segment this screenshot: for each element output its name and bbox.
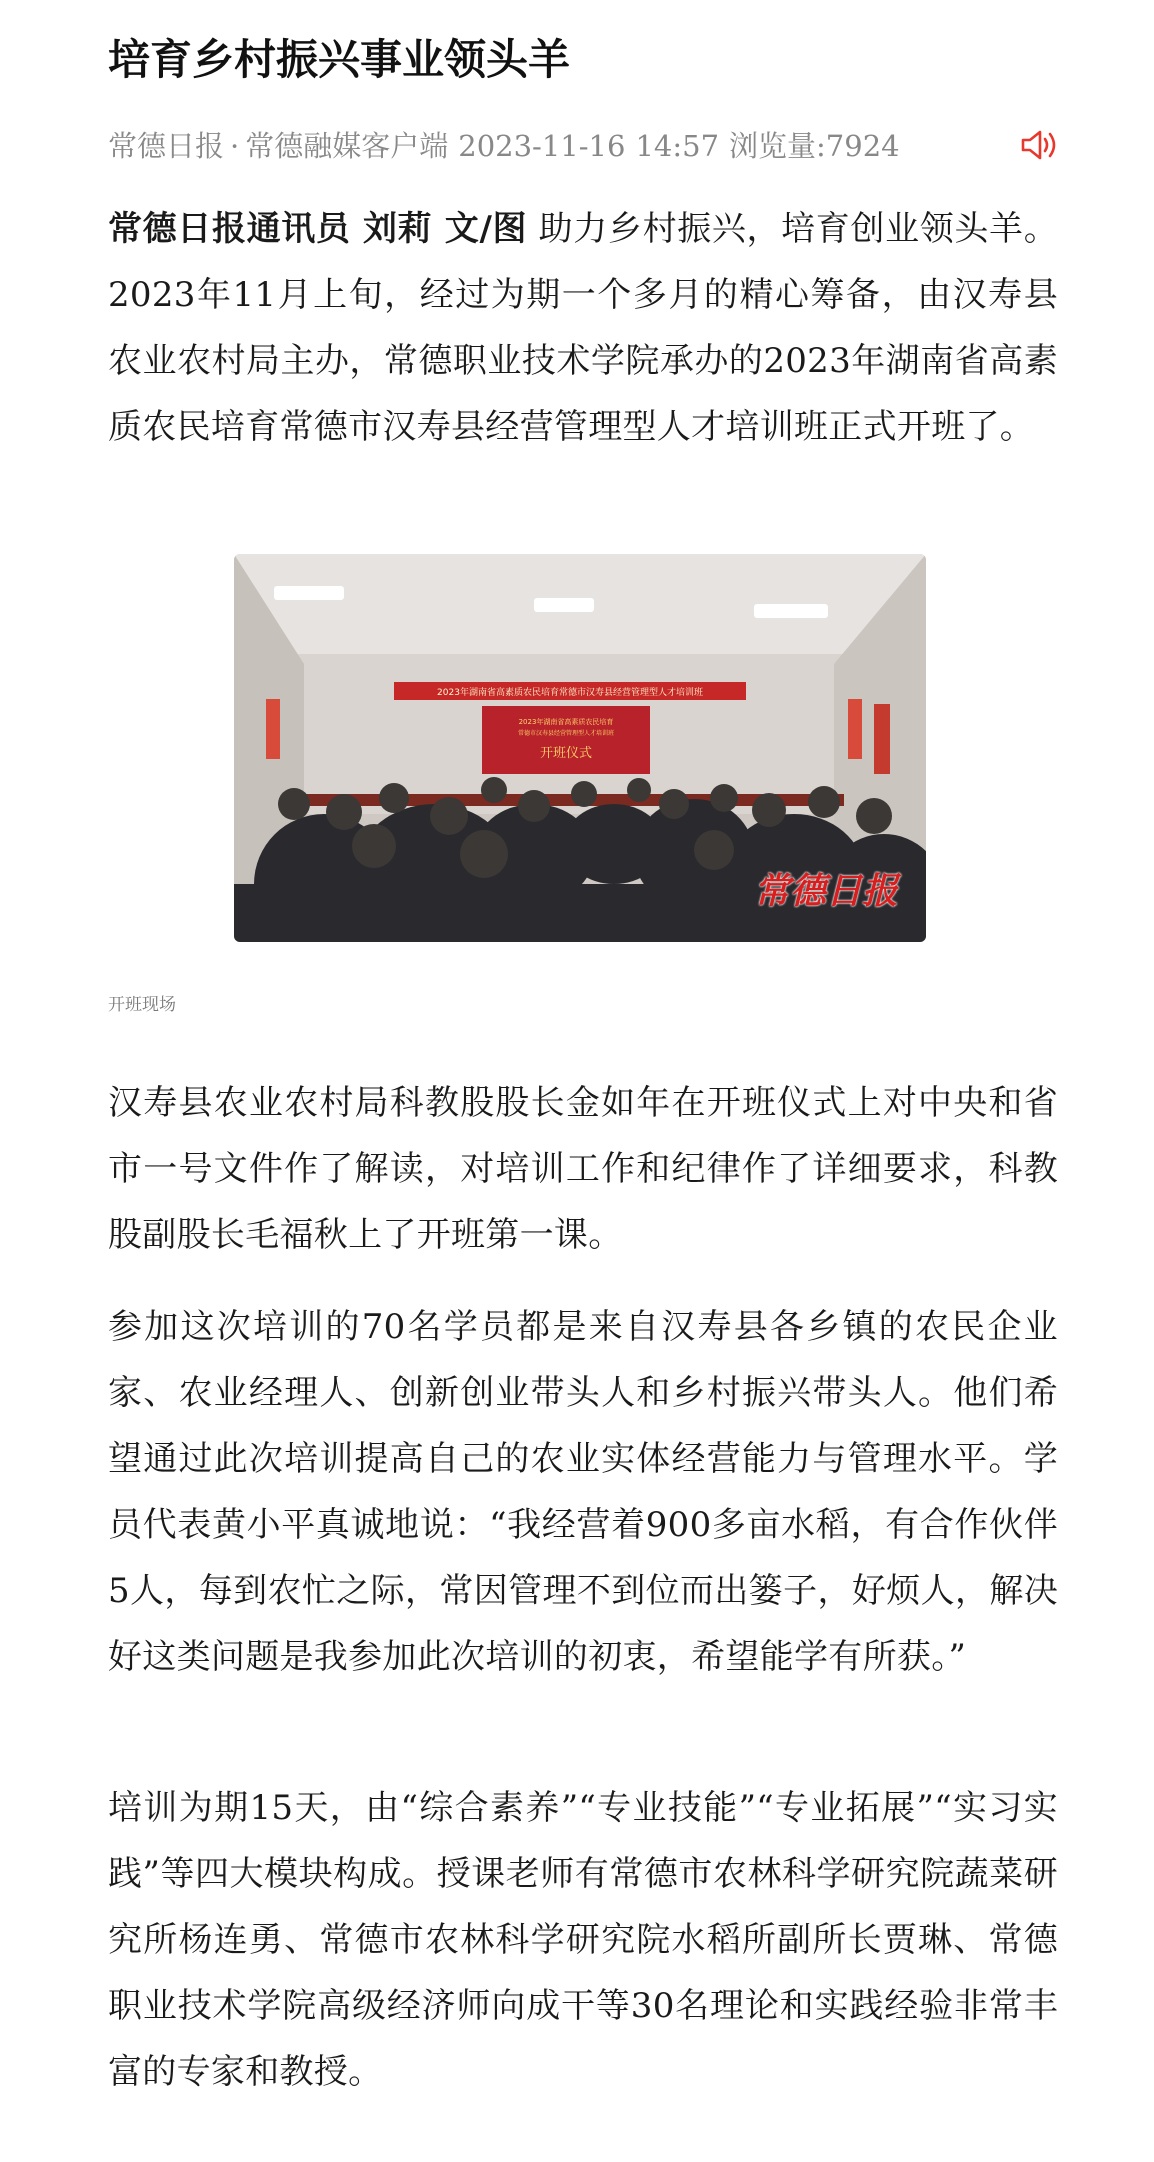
intro-text: 助力乡村振兴，培育创业领头羊。2023年11月上旬，经过为期一个多月的精心筹备，由汉寿县农业农村局主办，常德职业技术学院承办的2023年湖南省高素质农民培育常德市汉寿县经营管理型人才培训班正式开班了。 (108, 209, 1058, 447)
article-photo (234, 554, 926, 942)
publish-date: 2023-11-16 (458, 129, 626, 163)
banner-text: 2023年湖南省高素质农民培育常德市汉寿县经营管理型人才培训班 (437, 688, 703, 698)
speaker-icon[interactable] (1020, 128, 1058, 162)
meta-separator: · (230, 129, 240, 163)
byline: 常德日报通讯员 刘莉 文/图 (108, 209, 528, 249)
screen-line1: 2023年湖南省高素质农民培育 (518, 718, 614, 726)
photo-caption: 开班现场 (108, 995, 176, 1015)
screen-line2: 常德市汉寿县经营管理型人才培训班 (517, 730, 615, 737)
publish-time: 14:57 (635, 129, 720, 163)
photo-watermark: 常德日报 (753, 870, 898, 912)
source-name: 常德日报 (108, 129, 225, 163)
article-title: 培育乡村振兴事业领头羊 (108, 35, 571, 84)
paragraph-3: 参加这次培训的70名学员都是来自汉寿县各乡镇的农民企业家、农业经理人、创新创业带头人和乡村振兴带头人。他们希望通过此次培训提高自己的农业实体经营能力与管理水平。学员代表黄小平真诚地说：“我经营着900多亩水稻，有合作伙伴5人，每到农忙之际，常因管理不到位而出篓子，好烦人，解决好这类问题是我参加此次培训的初衷，希望能学有所获。” (108, 1307, 1058, 1677)
article-meta (108, 124, 1058, 168)
screen-title: 开班仪式 (539, 746, 593, 761)
platform-name: 常德融媒客户端 (245, 129, 449, 163)
paragraph-2: 汉寿县农业农村局科教股股长金如年在开班仪式上对中央和省市一号文件作了解读，对培训工作和纪律作了详细要求，科教股副股长毛福秋上了开班第一课。 (108, 1083, 1058, 1255)
paragraph-intro (108, 196, 1058, 460)
view-count: 浏览量:7924 (729, 129, 900, 163)
paragraph-4: 培训为期15天，由“综合素养”“专业技能”“专业拓展”“实习实践”等四大模块构成。授课老师有常德市农林科学研究院蔬菜研究所杨连勇、常德市农林科学研究院水稻所副所长贾琳、常德职业技术学院高级经济师向成干等30名理论和实践经验非常丰富的专家和教授。 (108, 1788, 1058, 2092)
